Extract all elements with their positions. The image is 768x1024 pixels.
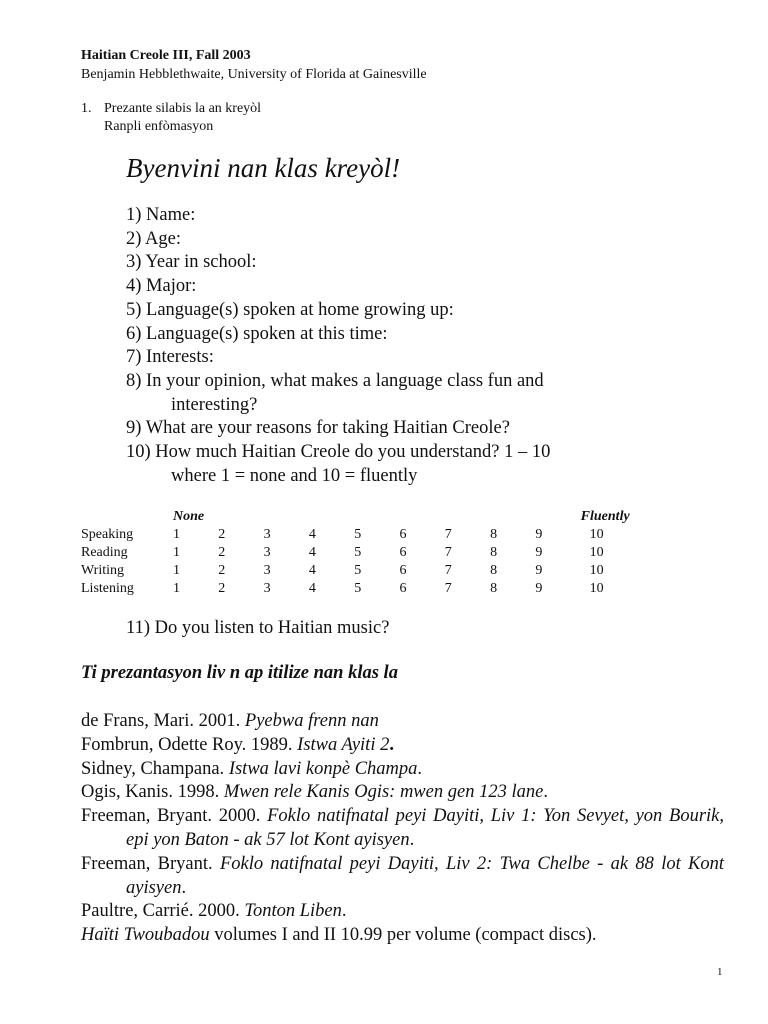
scale-row-label: Listening [81, 581, 134, 596]
scale-row-reading [81, 544, 650, 562]
scale-cell: 5 [354, 581, 362, 596]
welcome-heading: Byenvini nan klas kreyòl! [126, 153, 401, 183]
rating-scale-table [81, 508, 650, 598]
scale-cell: 7 [444, 581, 452, 596]
scale-cell: 2 [218, 563, 226, 578]
scale-cell: 6 [399, 527, 407, 542]
scale-cell: 5 [354, 527, 362, 542]
scale-cell: 1 [173, 545, 180, 560]
scale-cell: 6 [399, 545, 407, 560]
scale-cell: 9 [535, 545, 543, 560]
reference-item: de Frans, Mari. 2001. Pyebwa frenn nan [81, 711, 379, 731]
scale-cell: 7 [444, 563, 452, 578]
scale-cell: 8 [490, 545, 498, 560]
scale-cell: 1 [173, 563, 180, 578]
reference-item: Fombrun, Odette Roy. 1989. Istwa Ayiti 2. [81, 734, 394, 755]
scale-cell: 9 [535, 527, 543, 542]
scale-row-writing [81, 562, 650, 580]
question-current-language: 6) Language(s) spoken at this time: [126, 323, 388, 344]
scale-cell: 4 [308, 545, 316, 560]
questionnaire [126, 204, 550, 488]
scale-cell: 10 [589, 527, 604, 542]
question-music: 11) Do you listen to Haitian music? [126, 618, 390, 638]
instructor-line: Benjamin Hebblethwaite, University of Florida at Gainesville [81, 67, 427, 82]
scale-cell: 4 [308, 527, 316, 542]
agenda-number: 1. [81, 101, 92, 116]
scale-high-label: Fluently [580, 509, 630, 524]
scale-row-listening [81, 580, 650, 598]
scale-cell: 7 [444, 527, 452, 542]
question-fun-class: 8) In your opinion, what makes a language class fun and [126, 370, 544, 391]
question-interests: 7) Interests: [126, 347, 214, 368]
scale-header-row [81, 508, 650, 526]
question-understanding-cont: where 1 = none and 10 = fluently [171, 465, 418, 486]
scale-cell: 2 [218, 581, 226, 596]
question-year: 3) Year in school: [126, 252, 257, 273]
scale-cell: 10 [589, 563, 604, 578]
scale-cell: 3 [263, 545, 271, 560]
reference-item: Ogis, Kanis. 1998. Mwen rele Kanis Ogis: mwen gen 123 lane. [81, 782, 548, 803]
scale-cell: 3 [263, 527, 271, 542]
reference-item: Freeman, Bryant. Foklo natifnatal peyi Dayiti, Liv 2: Twa Chelbe - ak 88 lot Kont ayisyen. [81, 853, 725, 898]
book-list-heading: Ti prezantasyon liv n ap itilize nan klas la [81, 663, 398, 683]
scale-row-label: Reading [81, 545, 128, 560]
reference-item: Freeman, Bryant. 2000. Foklo natifnatal peyi Dayiti, Liv 1: Yon Sevyet, yon Bourik, epi yon Baton - ak 57 lot Kont ayisyen. [81, 806, 724, 850]
scale-cell: 7 [444, 545, 452, 560]
scale-cell: 5 [354, 563, 362, 578]
reference-item: Paultre, Carrié. 2000. Tonton Liben. [81, 901, 347, 922]
scale-cell: 6 [399, 563, 407, 578]
scale-cell: 4 [308, 563, 316, 578]
scale-row-label: Speaking [81, 527, 134, 542]
scale-low-label: None [173, 509, 205, 524]
scale-cell: 2 [218, 527, 226, 542]
agenda-line-2: Ranpli enfòmasyon [104, 119, 214, 134]
scale-cell: 9 [535, 581, 543, 596]
question-major: 4) Major: [126, 276, 197, 297]
reference-item: Haïti Twoubadou volumes I and II 10.99 per volume (compact discs). [81, 925, 597, 946]
scale-cell: 2 [218, 545, 226, 560]
scale-cell: 10 [589, 581, 604, 596]
scale-cell: 6 [399, 581, 407, 596]
question-fun-class-cont: interesting? [171, 394, 258, 415]
scale-cell: 8 [490, 527, 498, 542]
scale-cell: 3 [263, 563, 271, 578]
question-reasons: 9) What are your reasons for taking Haitian Creole? [126, 418, 510, 439]
scale-row-speaking [81, 526, 650, 544]
question-understanding: 10) How much Haitian Creole do you understand? 1 – 10 [126, 442, 551, 463]
question-home-language: 5) Language(s) spoken at home growing up: [126, 299, 454, 320]
scale-cell: 10 [589, 545, 604, 560]
question-age: 2) Age: [126, 228, 181, 249]
agenda-line-1: Prezante silabis la an kreyòl [104, 101, 262, 116]
reference-item: Sidney, Champana. Istwa lavi konpè Champa. [81, 758, 423, 779]
scale-cell: 3 [263, 581, 271, 596]
scale-cell: 8 [490, 581, 498, 596]
question-name: 1) Name: [126, 205, 196, 225]
scale-cell: 9 [535, 563, 543, 578]
scale-row-label: Writing [81, 563, 124, 578]
scale-cell: 1 [173, 581, 180, 596]
scale-cell: 5 [354, 545, 362, 560]
page-number: 1 [717, 966, 723, 978]
reference-list [81, 710, 724, 948]
scale-cell: 8 [490, 563, 498, 578]
course-title: Haitian Creole III, Fall 2003 [81, 48, 251, 63]
scale-cell: 1 [173, 527, 180, 542]
scale-cell: 4 [308, 581, 316, 596]
